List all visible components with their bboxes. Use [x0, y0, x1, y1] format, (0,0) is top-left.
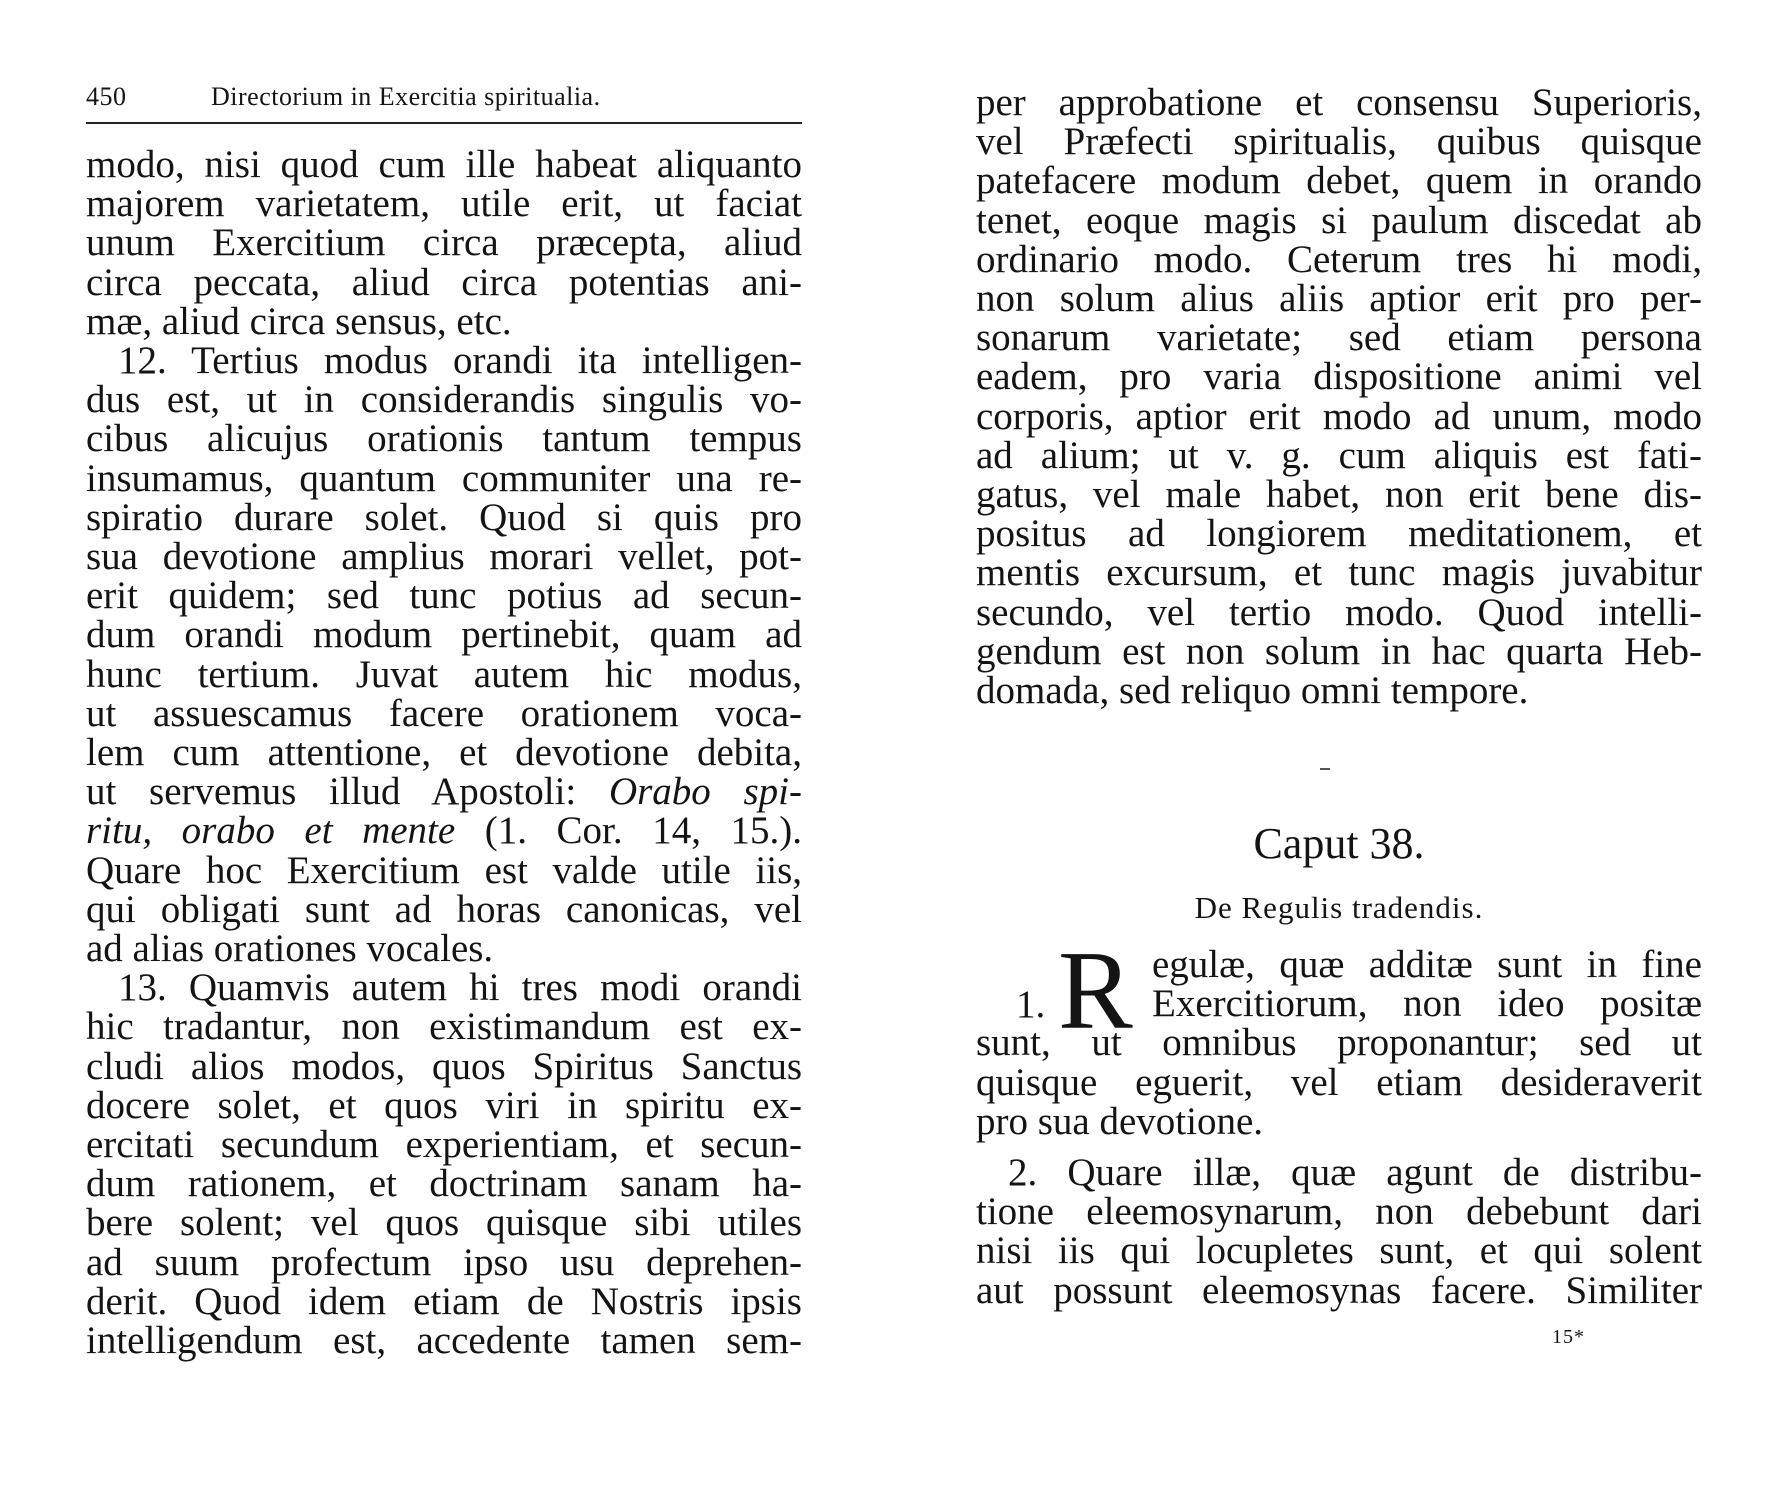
text-line: gatus, vel male habet, non erit bene dis-	[976, 473, 1702, 517]
running-title: Directorium in Exercitia spiritualia.	[211, 82, 601, 111]
text-line: dus est, ut in considerandis singulis vo-	[86, 378, 802, 422]
text-line: sunt, ut omnibus proponantur; sed ut	[976, 1021, 1702, 1065]
text-line: corporis, aptior erit modo ad unum, modo	[976, 394, 1702, 438]
text-line: hic tradantur, non existimandum est ex-	[86, 1005, 802, 1049]
section-divider	[1320, 768, 1330, 770]
text-line: ad alias orationes vocales.	[86, 927, 494, 971]
text-line: insumamus, quantum communiter una re-	[86, 456, 802, 500]
chapter-subtitle: De Regulis tradendis.	[1194, 890, 1484, 925]
text-line: mæ, aliud circa sensus, etc.	[86, 299, 512, 343]
text-line: pro sua devotione.	[976, 1099, 1264, 1143]
right-body-text	[976, 81, 1702, 713]
text-line: tione eleemosynarum, non debebunt dari	[976, 1190, 1702, 1234]
drop-cap: R	[1058, 929, 1133, 1053]
text-line: docere solet, et quos viri in spiritu ex-	[86, 1083, 802, 1127]
text-line: Quare hoc Exercitium est valde utile iis,	[86, 848, 802, 892]
text-line: per approbatione et consensu Superioris,	[976, 81, 1702, 124]
text-line: domada, sed reliquo omni tempore.	[976, 669, 1529, 713]
text-line: patefacere modum debet, quem in orando	[976, 159, 1702, 203]
rule-1	[976, 929, 1702, 1143]
text-line: egulæ, quæ additæ sunt in fine	[1152, 943, 1702, 986]
rule-2	[976, 1153, 1702, 1310]
text-line: aut possunt eleemosynas facere. Similiter	[976, 1268, 1702, 1312]
text-line: nisi iis qui locupletes sunt, et qui solent	[976, 1229, 1702, 1273]
text-line: dum orandi modum pertinebit, quam ad	[86, 613, 802, 657]
text-line: eadem, pro varia dispositione animi vel	[976, 355, 1702, 399]
text-line: 12. Tertius modus orandi ita intelligen-	[118, 339, 802, 383]
text-line: vel Præfecti spiritualis, quibus quisque	[976, 120, 1702, 164]
text-line: cludi alios modos, quos Spiritus Sanctus	[86, 1044, 802, 1088]
text-line: ut assuescamus facere orationem voca-	[86, 691, 802, 735]
text-line: sonarum varietate; sed etiam persona	[976, 316, 1702, 360]
text-line: gendum est non solum in hac quarta Heb-	[976, 629, 1702, 673]
text-line: spiratio durare solet. Quod si quis pro	[86, 495, 802, 539]
text-line: dum rationem, et doctrinam sanam ha-	[86, 1162, 802, 1206]
signature-mark: 15*	[1552, 1326, 1585, 1348]
text-line: unum Exercitium circa præcepta, aliud	[86, 221, 802, 265]
text-line: erit quidem; sed tunc potius ad secun-	[86, 574, 802, 618]
text-line: 2. Quare illæ, quæ agunt de distribu-	[1008, 1151, 1702, 1195]
text-line: non solum alius aliis aptior erit pro per-	[976, 277, 1702, 321]
text-line: Exercitiorum, non ideo positæ	[1152, 982, 1702, 1026]
text-line: secundo, vel tertio modo. Quod intelli-	[976, 590, 1702, 634]
text-line: ercitati secundum experientiam, et secun-	[86, 1123, 802, 1167]
text-line: positus ad longiorem meditationem, et	[976, 512, 1702, 556]
text-line: tenet, eoque magis si paulum discedat ab	[976, 198, 1702, 242]
text-line: lem cum attentione, et devotione debita,	[86, 731, 802, 775]
text-line: circa peccata, aliud circa potentias ani-	[86, 260, 802, 304]
text-line: derit. Quod idem etiam de Nostris ipsis	[86, 1279, 802, 1323]
page-number: 450	[86, 82, 127, 111]
text-line: hunc tertium. Juvat autem hic modus,	[86, 652, 802, 696]
left-body-text	[86, 143, 803, 1363]
chapter-title: Caput 38.	[1253, 819, 1425, 868]
text-line: sua devotione amplius morari vellet, pot-	[86, 535, 802, 579]
text-line: majorem varietatem, utile erit, ut faciat	[86, 182, 802, 226]
text-line: modo, nisi quod cum ille habeat aliquanto	[86, 143, 802, 186]
rule-number: 1.	[1016, 983, 1046, 1026]
citation: (1. Cor. 14, 15.).	[455, 809, 802, 853]
text-line: 13. Quamvis autem hi tres modi orandi	[118, 966, 802, 1010]
rules-section	[976, 929, 1702, 1312]
italic-quote: Orabo spi-	[608, 770, 803, 814]
text-fragment: ut servemus illud Apostoli:	[86, 770, 609, 814]
running-head	[86, 82, 802, 124]
text-line: mentis excursum, et tunc magis juvabitur	[976, 551, 1702, 595]
text-line: quisque eguerit, vel etiam desideraverit	[976, 1060, 1702, 1104]
text-line: ad alium; ut v. g. cum aliquis est fati-	[976, 433, 1702, 477]
text-line: qui obligati sunt ad horas canonicas, vel	[86, 887, 802, 931]
text-line: intelligendum est, accedente tamen sem-	[86, 1319, 802, 1363]
text-line: bere solent; vel quos quisque sibi utiles	[86, 1201, 802, 1245]
italic-quote: ritu, orabo et mente	[86, 809, 456, 853]
text-line-with-citation	[86, 809, 802, 853]
text-line: ad suum profectum ipso usu deprehen-	[86, 1240, 802, 1284]
text-line: ordinario modo. Ceterum tres hi modi,	[976, 237, 1702, 281]
text-line: cibus alicujus orationis tantum tempus	[86, 417, 802, 461]
text-line-with-quote	[86, 770, 803, 814]
